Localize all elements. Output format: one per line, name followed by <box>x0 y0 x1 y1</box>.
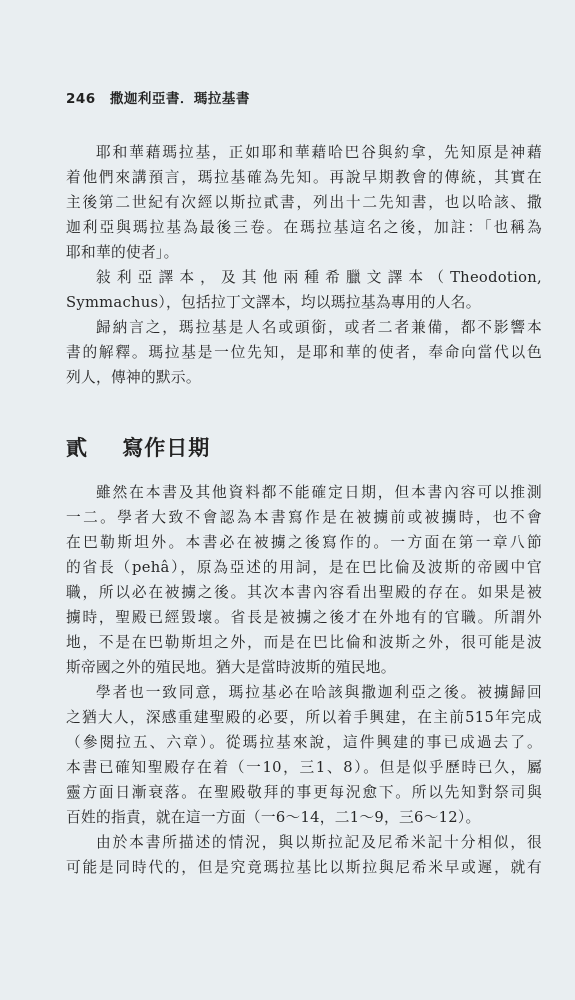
paragraph <box>66 830 542 880</box>
text-line: 職，所以必在被擄之後。其次本書內容看出聖殿的存在。如果是被 <box>66 584 542 601</box>
section1-body <box>66 140 542 390</box>
text-line: （參閱拉五、六章）。從瑪拉基來說，這件興建的事已成過去了。 <box>66 734 542 751</box>
page-number: 246 <box>66 91 96 107</box>
text-line: 耶和華藉瑪拉基，正如耶和華藉哈巴谷與約拿，先知原是神藉 <box>96 144 542 161</box>
text-line: 地，不是在巴勒斯坦之外，而是在巴比倫和波斯之外，很可能是波 <box>66 634 542 651</box>
paragraph <box>66 265 542 315</box>
paragraph <box>66 140 542 265</box>
text-line: 擄時，聖殿已經毀壞。省長是被擄之後才在外地有的官職。所謂外 <box>66 609 542 626</box>
text-line: 靈方面日漸衰落。在聖殿敬拜的事更每況愈下。所以先知對祭司與 <box>66 784 542 801</box>
section-heading <box>66 432 210 462</box>
text-line: 一二。學者大致不會認為本書寫作是在被擄前或被擄時，也不會 <box>66 509 542 526</box>
paragraph <box>66 480 542 680</box>
paragraph <box>66 315 542 390</box>
text-line: 着他們來講預言，瑪拉基確為先知。再說早期教會的傳統，其實在 <box>66 169 542 186</box>
text-line: 迦利亞與瑪拉基為最後三卷。在瑪拉基這名之後，加註：「也稱為 <box>66 219 542 236</box>
book-title: 撒迦利亞書．瑪拉基書 <box>109 91 250 107</box>
section2-body <box>66 480 542 880</box>
text-line: 之猶大人，深感重建聖殿的必要，所以着手興建，在主前515年完成 <box>66 709 542 726</box>
text-line: 雖然在本書及其他資料都不能確定日期，但本書內容可以推測 <box>96 484 542 501</box>
text-line: 可能是同時代的，但是究竟瑪拉基比以斯拉與尼希米早或遲，就有 <box>66 859 542 876</box>
text-line: 耶和華的使者」。 <box>66 244 179 261</box>
text-line: 百姓的指責，就在這一方面（一6～14，二1～9，三6～12）。 <box>66 809 481 826</box>
text-line: 的省長（pehâ），原為亞述的用詞，是在巴比倫及波斯的帝國中官 <box>66 559 542 576</box>
section-number: 貳 <box>66 436 88 460</box>
paragraph <box>66 680 542 830</box>
running-head <box>66 87 250 107</box>
text-line: 列人，傳神的默示。 <box>66 369 201 386</box>
text-line: Symmachus），包括拉丁文譯本，均以瑪拉基為專用的人名。 <box>66 294 481 311</box>
text-line: 歸納言之，瑪拉基是人名或頭銜，或者二者兼備，都不影響本 <box>96 319 542 336</box>
text-line: 主後第二世紀有次經以斯拉貳書，列出十二先知書，也以哈該、撒 <box>66 194 542 211</box>
text-line: 由於本書所描述的情況，與以斯拉記及尼希米記十分相似，很 <box>96 834 542 851</box>
section-title: 寫作日期 <box>122 436 211 460</box>
text-line: 斯帝國之外的殖民地。猶大是當時波斯的殖民地。 <box>66 659 396 676</box>
text-line: 本書已確知聖殿存在着（一10，三1、8）。但是似乎歷時已久，屬 <box>66 759 542 776</box>
text-line: 在巴勒斯坦外。本書必在被擄之後寫作的。一方面在第一章八節 <box>66 534 542 551</box>
text-line: 學者也一致同意，瑪拉基必在哈該與撒迦利亞之後。被擄歸回 <box>96 684 542 701</box>
text-line: 敍利亞譯本，及其他兩種希臘文譯本（Theodotion, <box>96 269 542 286</box>
text-line: 書的解釋。瑪拉基是一位先知，是耶和華的使者，奉命向當代以色 <box>66 344 542 361</box>
